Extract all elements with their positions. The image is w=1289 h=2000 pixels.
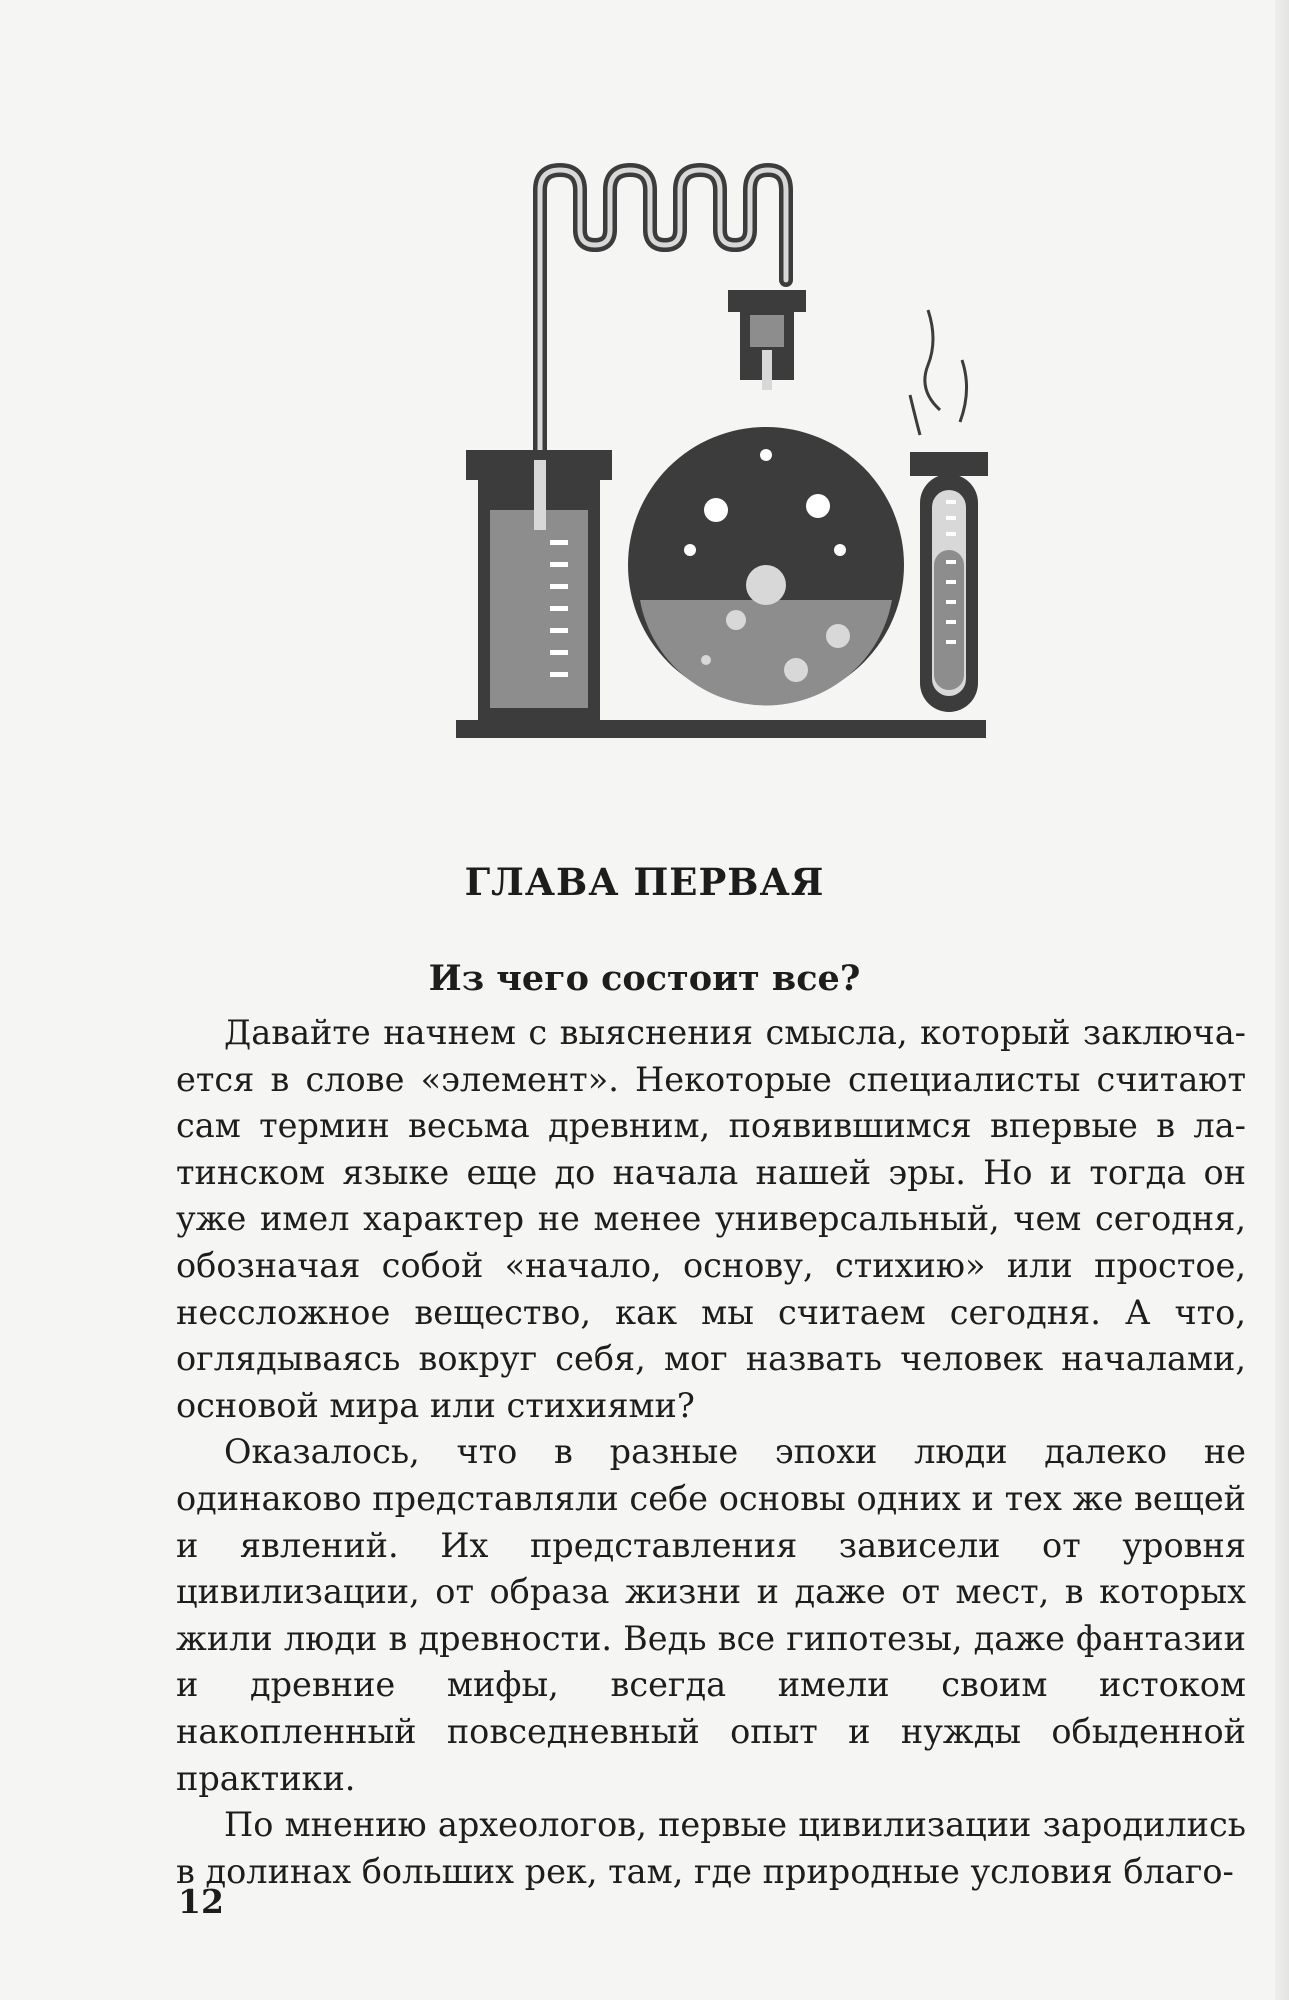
round-flask bbox=[628, 290, 904, 705]
page-edge bbox=[1275, 0, 1289, 2000]
vapor bbox=[925, 310, 940, 410]
test-tube bbox=[910, 310, 988, 712]
chemistry-lab-apparatus-icon bbox=[450, 160, 990, 740]
paragraph: По мнению археологов, первые цивилизации зародились в долинах больших рек, там, где природные условия благо- bbox=[176, 1805, 1246, 1891]
section-title: Из чего состоит все? bbox=[428, 958, 861, 999]
lab-shelf bbox=[456, 720, 986, 738]
page-number: 12 bbox=[178, 1882, 224, 1921]
body-text bbox=[176, 1010, 1246, 1895]
chapter-title: ГЛАВА ПЕРВАЯ bbox=[464, 860, 825, 904]
paragraph: Оказалось, что в разные эпохи люди далеко не одинаково представляли себе основы одних и тех же вещей и явлений. Их представления зависели от уровня цивилизации, от образа жизни и даже от мест, в которых жили люди в древности. Ведь все гипотезы, даже фантазии и древние мифы, всегда имели своим истоком накопленный повседневный опыт и нужды обыденной практики. bbox=[176, 1432, 1246, 1798]
paragraph: Давайте начнем с выяснения смысла, который заключается в слове «элемент». Некоторые специалисты считают сам термин весьма древним, появившимся впервые в латинском языке еще до начала нашей эры. Но и тогда он уже имел характер не менее универсальный, чем сегодня, обозначая собой «начало, основу, стихию» или простое, нессложное вещество, как мы считаем сегодня. А что, оглядываясь вокруг себя, мог назвать человек началами, основой мира или стихиями? bbox=[176, 1013, 1246, 1425]
beaker bbox=[466, 450, 612, 720]
